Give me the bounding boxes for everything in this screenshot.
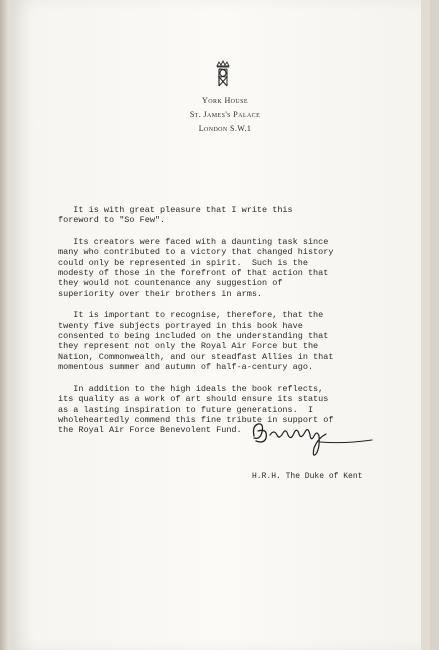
text-line: foreword to "So Few". bbox=[58, 215, 166, 226]
text-line: Nation, Commonwealth, and our steadfast Allies in that bbox=[58, 351, 334, 362]
text-line: consented to being included on the understanding that bbox=[58, 331, 329, 342]
text-line: they would not countenance any suggestion of bbox=[58, 278, 283, 289]
text-line: could only be represented in spirit. Such is the bbox=[58, 257, 308, 268]
text-line: Its creators were faced with a daunting task since bbox=[58, 236, 329, 247]
text-line: twenty five subjects portrayed in this book have bbox=[58, 320, 303, 331]
text-line: In addition to the high ideals the book reflects, bbox=[58, 383, 324, 394]
text-line: momentous summer and autumn of half-a-century ago. bbox=[58, 362, 314, 373]
paragraph bbox=[58, 205, 378, 226]
text-line: wholeheartedly commend this fine tribute in support of bbox=[58, 414, 334, 425]
text-line: its quality as a work of art should ensure its status bbox=[58, 394, 329, 405]
letterhead-address bbox=[140, 94, 310, 136]
text-line: modesty of those in the forefront of that action that bbox=[58, 268, 329, 279]
royal-cypher-icon bbox=[211, 60, 235, 88]
handwritten-signature bbox=[248, 402, 378, 462]
text-line: It is important to recognise, therefore, that the bbox=[58, 310, 324, 321]
book-spine bbox=[0, 0, 10, 650]
text-line: many who contributed to a victory that changed history bbox=[58, 247, 334, 258]
page-edges bbox=[421, 0, 430, 650]
text-line: It is with great pleasure that I write this bbox=[58, 205, 293, 215]
address-line-3: London S.W.1 bbox=[198, 124, 252, 133]
text-line: they represent not only the Royal Air Force but the bbox=[58, 341, 319, 352]
paragraph bbox=[58, 310, 378, 372]
text-line: as a lasting inspiration to future generations. I bbox=[58, 404, 314, 415]
address-line-1: York House bbox=[202, 96, 248, 105]
paragraph bbox=[58, 237, 378, 299]
text-line: the Royal Air Force Benevolent Fund. bbox=[58, 425, 242, 436]
address-line-2: St. James's Palace bbox=[189, 110, 261, 119]
signatory-name: H.R.H. The Duke of Kent bbox=[252, 472, 363, 481]
text-line: superiority over their brothers in arms. bbox=[58, 288, 263, 299]
